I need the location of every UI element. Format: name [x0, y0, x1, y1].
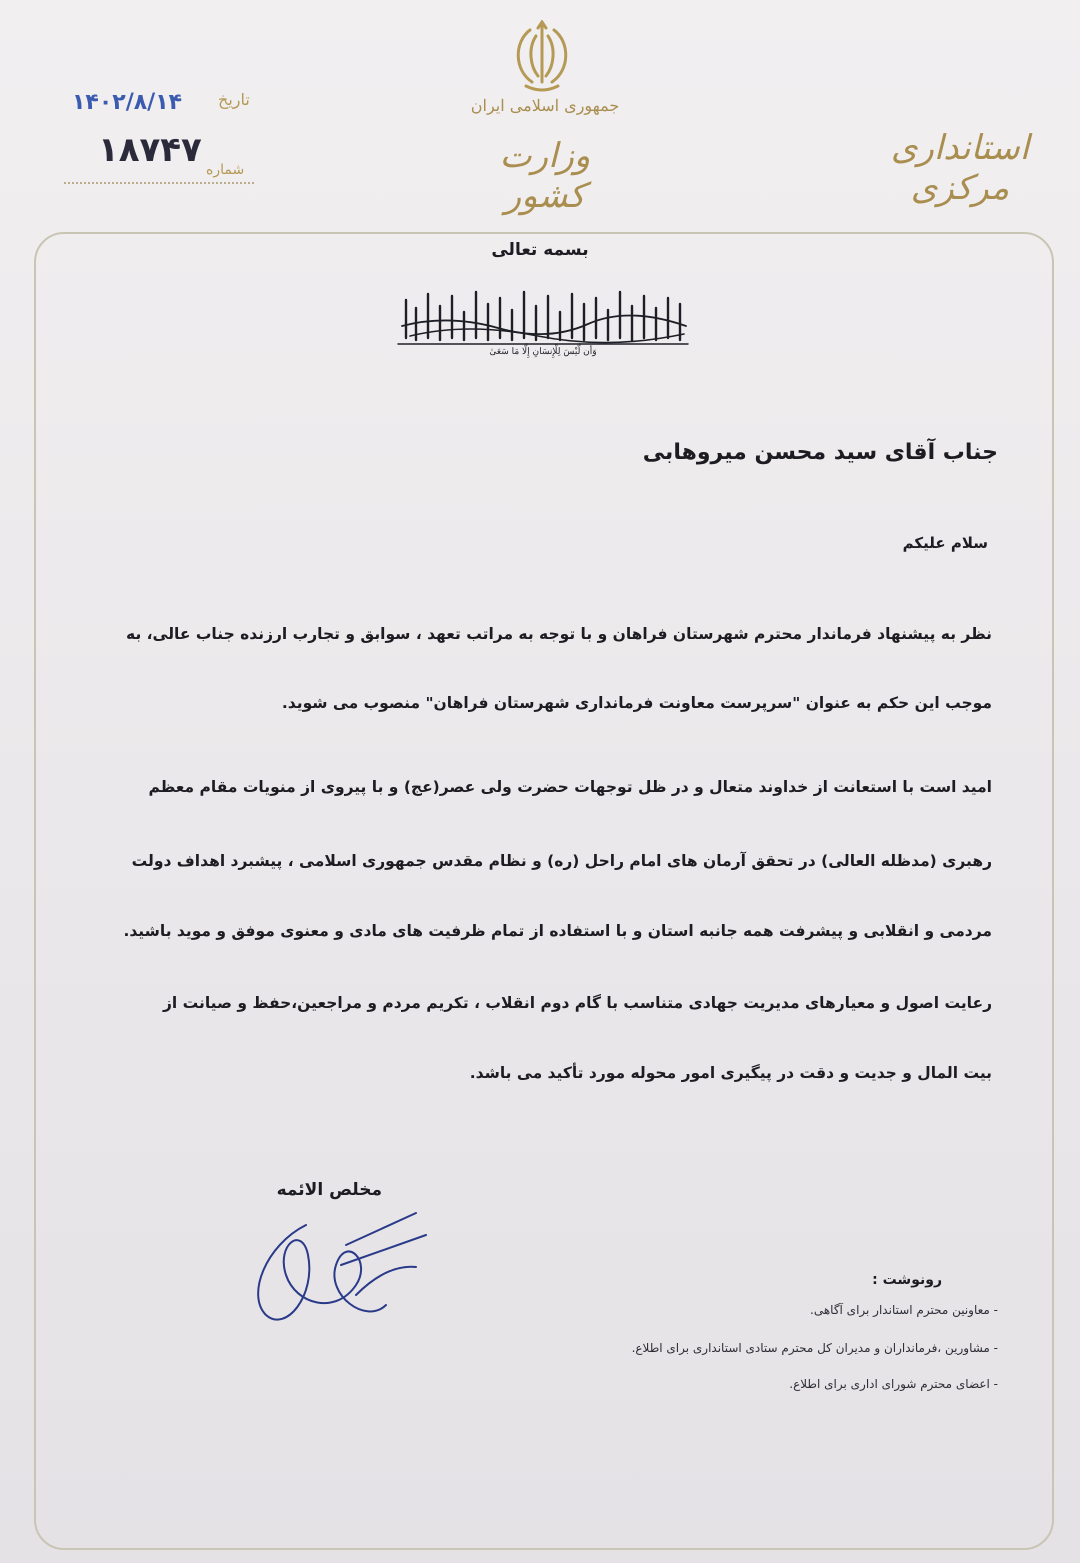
- number-label: شماره: [206, 162, 245, 178]
- republic-label: جمهوری اسلامی ایران: [470, 96, 620, 115]
- letter-number: ۱۸۷۴۷: [98, 130, 202, 170]
- invocation: بسمه تعالی: [491, 240, 589, 260]
- body-line: امید است با استعانت از خداوند متعال و در ظل توجهات حضرت ولی عصر(عج) و با پیروی از منویات مقام معظم: [148, 778, 992, 796]
- cc-item: - معاونین محترم استاندار برای آگاهی.: [810, 1303, 998, 1317]
- cc-item: - مشاورین ،فرمانداران و مدیران کل محترم ستادی استانداری برای اطلاع.: [631, 1341, 998, 1355]
- header-divider: [64, 182, 254, 184]
- cc-title: رونوشت :: [872, 1272, 942, 1288]
- addressee: جناب آقای سید محسن میروهابی: [642, 440, 998, 465]
- quran-calligraphy: [388, 278, 698, 358]
- body-line: نظر به پیشنهاد فرماندار محترم شهرستان فراهان و با توجه به مراتب تعهد ، سوابق و تجارب ارزنده جناب عالی، به: [126, 625, 992, 643]
- body-line: بیت المال و جدیت و دقت در پیگیری امور محوله مورد تأکید می باشد.: [469, 1064, 992, 1082]
- office-label: استانداری مرکزی: [890, 128, 1030, 208]
- body-line: موجب این حکم به عنوان "سرپرست معاونت فرمانداری شهرستان فراهان" منصوب می شوید.: [281, 694, 992, 712]
- ministry-label: وزارت کشور: [499, 136, 591, 216]
- date-label: تاریخ: [218, 90, 250, 109]
- body-line: رعایت اصول و معیارهای مدیریت جهادی متناسب با گام دوم انقلاب ، تکریم مردم و مراجعین،حفظ و صیانت از: [162, 994, 992, 1012]
- body-line: مردمی و انقلابی و پیشرفت همه جانبه استان و با استفاده از تمام ظرفیت های مادی و معنوی موفق و موید باشید.: [123, 922, 992, 940]
- date-value: ۱۴۰۲/۸/۱۴: [72, 90, 183, 115]
- closing: مخلص الائمه: [276, 1180, 382, 1200]
- greeting: سلام علیکم: [902, 534, 988, 552]
- iran-emblem-icon: [500, 20, 584, 100]
- cc-item: - اعضای محترم شورای اداری برای اطلاع.: [789, 1377, 998, 1391]
- signature: [246, 1205, 436, 1335]
- calligraphy-text: وَأَن لَّيْسَ لِلْإِنسَانِ إِلَّا مَا سَعَىٰ: [489, 347, 597, 357]
- body-line: رهبری (مدظله العالی) در تحقق آرمان های امام راحل (ره) و نظام مقدس جمهوری اسلامی ، پیشبرد اهداف دولت: [131, 852, 992, 870]
